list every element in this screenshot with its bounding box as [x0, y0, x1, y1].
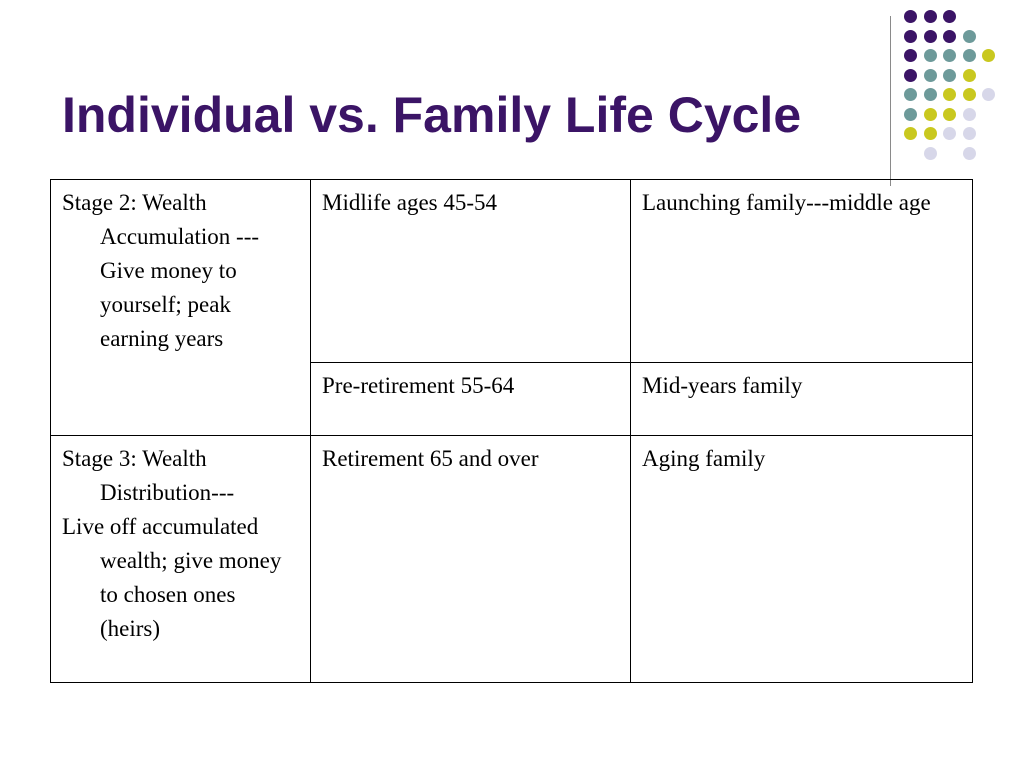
teal-dot: [924, 49, 937, 62]
lavender-dot: [982, 88, 995, 101]
yellow-dot: [963, 69, 976, 82]
individual-cycle-cell: Retirement 65 and over: [311, 436, 631, 683]
purple-dot: [924, 30, 937, 43]
teal-dot: [963, 49, 976, 62]
purple-dot: [924, 10, 937, 23]
lavender-dot: [943, 127, 956, 140]
family-cycle-cell: [631, 180, 973, 363]
table-row: [51, 180, 973, 363]
title-divider-line: [890, 16, 891, 186]
purple-dot: [943, 30, 956, 43]
purple-dot: [904, 49, 917, 62]
purple-dot: [904, 69, 917, 82]
lavender-dot: [963, 147, 976, 160]
family-cycle-text: Launching family---middle age: [642, 190, 931, 215]
individual-cycle-cell: Midlife ages 45-54: [311, 180, 631, 363]
table-row: [51, 436, 973, 683]
stage-3-description: Live off accumulated wealth; give money to chosen ones (heirs): [62, 514, 282, 641]
family-cycle-cell: Mid-years family: [631, 363, 973, 436]
purple-dot: [904, 10, 917, 23]
teal-dot: [943, 69, 956, 82]
life-cycle-table: [50, 179, 973, 683]
stage-2-description: Stage 2: Wealth Accumulation ---Give money to yourself; peak earning years: [62, 190, 260, 351]
slide-title: Individual vs. Family Life Cycle: [62, 87, 802, 143]
yellow-dot: [924, 127, 937, 140]
lavender-dot: [963, 108, 976, 121]
stage-2-cell: [51, 180, 311, 436]
stage-3-cell: [51, 436, 311, 683]
family-cycle-cell: Aging family: [631, 436, 973, 683]
decorative-dot-grid: [904, 10, 1014, 170]
yellow-dot: [943, 88, 956, 101]
lavender-dot: [963, 127, 976, 140]
teal-dot: [943, 49, 956, 62]
teal-dot: [924, 88, 937, 101]
yellow-dot: [982, 49, 995, 62]
yellow-dot: [924, 108, 937, 121]
stage-3-heading: Stage 3: Wealth Distribution---: [62, 446, 235, 505]
teal-dot: [963, 30, 976, 43]
yellow-dot: [963, 88, 976, 101]
purple-dot: [904, 30, 917, 43]
teal-dot: [904, 108, 917, 121]
purple-dot: [943, 10, 956, 23]
yellow-dot: [943, 108, 956, 121]
yellow-dot: [904, 127, 917, 140]
teal-dot: [924, 69, 937, 82]
lavender-dot: [924, 147, 937, 160]
teal-dot: [904, 88, 917, 101]
individual-cycle-cell: Pre-retirement 55-64: [311, 363, 631, 436]
